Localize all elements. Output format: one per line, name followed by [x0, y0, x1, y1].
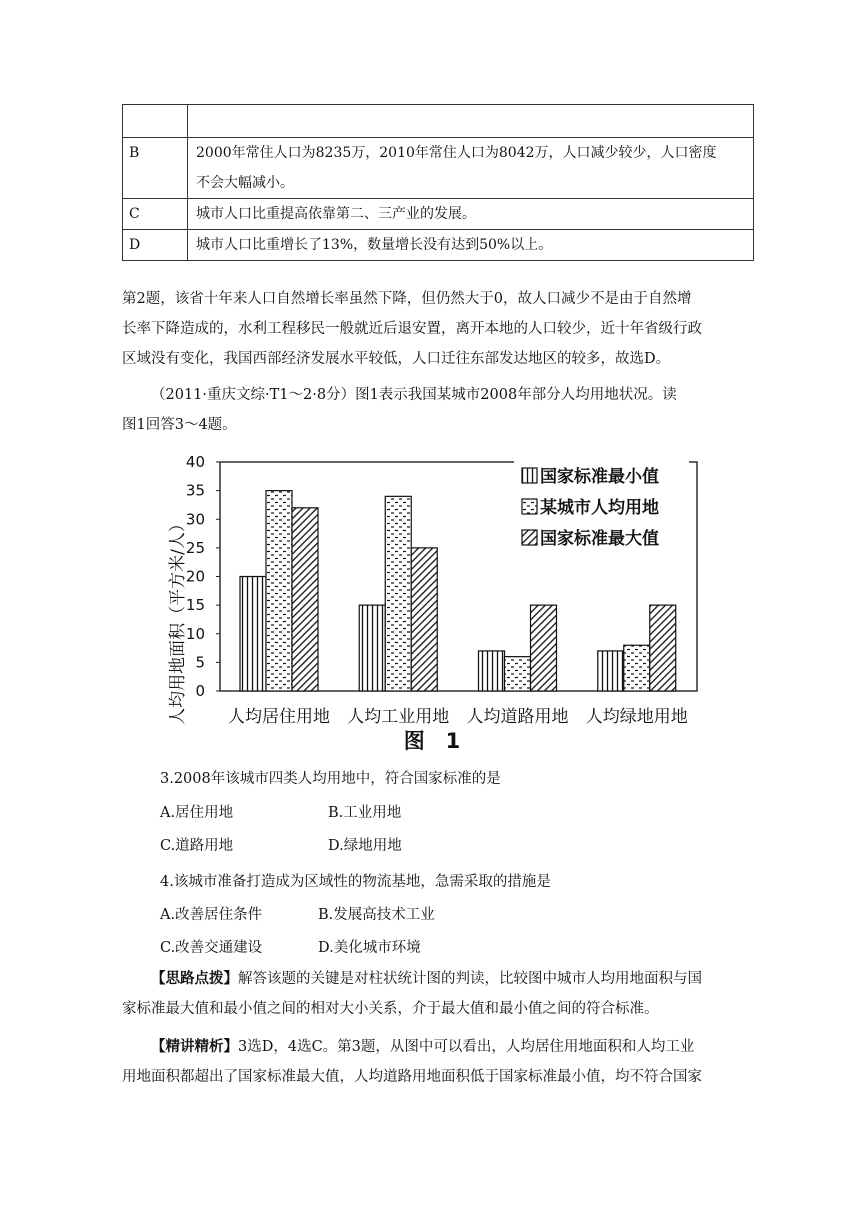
q3-option-b: B.工业用地 — [328, 805, 402, 821]
table-cell-key: C — [123, 199, 188, 230]
category-labels — [228, 707, 688, 727]
text-line — [122, 964, 754, 994]
table-cell-value: 城市人口比重提高依靠第二、三产业的发展。 — [188, 199, 754, 230]
y-tick-label: 30 — [185, 510, 205, 529]
bar — [505, 657, 531, 691]
legend-label: 某城市人均用地 — [540, 498, 659, 518]
question-3-stem: 3.2008年该城市四类人均用地中，符合国家标准的是 — [160, 771, 501, 787]
analysis-paragraph — [122, 1032, 754, 1092]
table-cell-value — [188, 105, 754, 138]
bar — [385, 496, 411, 691]
q4-option-c: C.改善交通建设 — [160, 940, 263, 956]
y-tick-label: 10 — [185, 624, 205, 643]
text-line: 第2题，该省十年来人口自然增长率虽然下降，但仍然大于0，故人口减少不是由于自然增 — [122, 291, 692, 307]
y-tick-label: 0 — [195, 682, 205, 700]
y-tick-label: 20 — [185, 567, 205, 586]
legend-label: 国家标准最小值 — [540, 467, 659, 487]
table-row — [123, 138, 754, 199]
table-cell-key: D — [123, 230, 188, 261]
analysis-label: 【精讲精析】 — [151, 1038, 238, 1055]
legend-swatch — [522, 530, 537, 545]
question-4-stem: 4.该城市准备打造成为区域性的物流基地，急需采取的措施是 — [160, 874, 551, 890]
text-line: 家标准最大值和最小值之间的相对大小关系，介于最大值和最小值之间的符合标准。 — [122, 1001, 659, 1017]
q3-option-d: D.绿地用地 — [328, 838, 402, 854]
q4-option-a: A.改善居住条件 — [160, 907, 263, 923]
q4-option-d: D.美化城市环境 — [318, 940, 421, 956]
hint-label: 【思路点拨】 — [151, 970, 238, 987]
table-row — [123, 105, 754, 138]
text-line: 用地面积都超出了国家标准最大值，人均道路用地面积低于国家标准最小值，均不符合国家 — [122, 1069, 702, 1085]
analysis-text: 3选D，4选C。第3题，从图中可以看出，人均居住用地面积和人均工业 — [238, 1039, 695, 1055]
text-line — [122, 1032, 754, 1062]
text-line: 图1回答3～4题。 — [122, 417, 237, 433]
answer-table — [122, 104, 754, 261]
bar-chart — [150, 448, 710, 760]
q4-option-b: B.发展高技术工业 — [318, 907, 435, 923]
bar — [598, 651, 624, 691]
figure-caption: 图 1 — [403, 729, 461, 753]
bar — [266, 491, 292, 691]
q3-option-c: C.道路用地 — [160, 838, 234, 854]
hint-text: 解答该题的关键是对柱状统计图的判读，比较图中城市人均用地面积与国 — [238, 971, 702, 987]
table-row — [123, 199, 754, 230]
y-axis-label: 人均用地面积（平方米/人） — [168, 515, 188, 725]
legend-swatch — [522, 468, 537, 483]
legend-swatch — [522, 499, 537, 514]
table-text-line: 不会大幅减小。 — [196, 175, 294, 191]
bar — [292, 508, 318, 691]
table-row — [123, 230, 754, 261]
x-category-label: 人均绿地用地 — [585, 707, 688, 727]
x-category-label: 人均工业用地 — [347, 707, 450, 727]
q2-explanation — [122, 284, 754, 374]
hint-paragraph — [122, 964, 754, 1024]
y-tick-label: 5 — [195, 653, 205, 672]
x-category-label: 人均居住用地 — [228, 707, 330, 727]
text-line: 区域没有变化，我国西部经济发展水平较低，人口迁往东部发达地区的较多，故选D。 — [122, 351, 671, 367]
y-tick-label: 25 — [185, 538, 205, 557]
table-cell-value — [188, 138, 754, 199]
q3-option-a: A.居住用地 — [160, 805, 234, 821]
bar — [650, 605, 676, 691]
x-category-label: 人均道路用地 — [466, 707, 569, 727]
bar — [624, 645, 650, 691]
legend-label: 国家标准最大值 — [540, 529, 659, 549]
y-tick-label: 40 — [185, 453, 205, 471]
bar — [240, 577, 266, 692]
table-cell-key — [123, 105, 188, 138]
bar — [411, 548, 437, 691]
bar — [359, 605, 385, 691]
table-cell-key: B — [123, 138, 188, 199]
text-line: 长率下降造成的，水利工程移民一般就近后退安置，离开本地的人口较少，近十年省级行政 — [122, 321, 702, 337]
table-cell-value: 城市人口比重增长了13%，数量增长没有达到50%以上。 — [188, 230, 754, 261]
text-line: （2011·重庆文综·T1～2·8分）图1表示我国某城市2008年部分人均用地状况。读 — [151, 387, 677, 403]
y-tick-labels — [186, 453, 220, 700]
y-tick-label: 15 — [185, 596, 205, 615]
bar — [531, 605, 557, 691]
bar — [479, 651, 505, 691]
y-tick-label: 35 — [185, 481, 205, 500]
legend — [514, 460, 689, 557]
question-intro — [122, 380, 754, 440]
table-text-line: 2000年常住人口为8235万，2010年常住人口为8042万，人口减少较少，人口密度 — [196, 145, 717, 161]
